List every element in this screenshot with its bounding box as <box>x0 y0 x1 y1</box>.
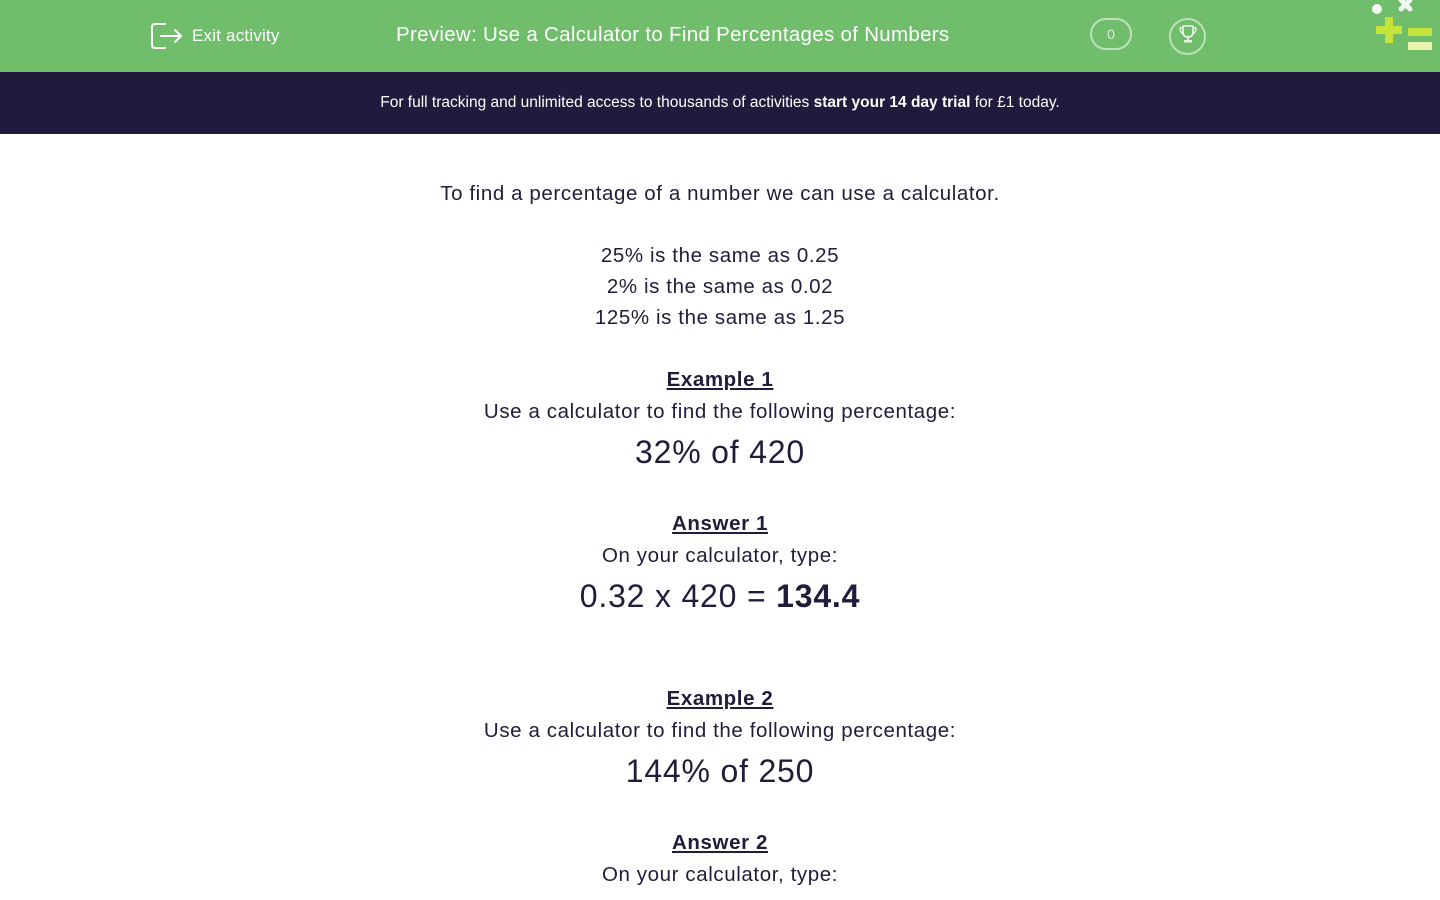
example-1-instruction: Use a calculator to find the following percentage: <box>483 400 957 423</box>
conversion-line: 2% is the same as 0.02 <box>606 275 834 298</box>
banner-text-end: for £1 today. <box>970 94 1060 111</box>
example-2-problem: 144% of 250 <box>625 753 815 789</box>
answer-1-result: 134.4 <box>776 578 861 614</box>
exit-activity-label: Exit activity <box>192 26 280 45</box>
exit-activity-button[interactable] <box>150 20 280 52</box>
top-bar <box>0 0 1440 72</box>
edplace-logo <box>1366 0 1440 56</box>
trial-link[interactable]: start your 14 day trial <box>813 94 971 111</box>
answer-2-instruction: On your calculator, type: <box>601 863 839 886</box>
intro-text: To find a percentage of a number we can use a calculator. <box>440 182 1000 205</box>
conversion-line: 125% is the same as 1.25 <box>594 306 846 329</box>
answer-2-heading: Answer 2 <box>672 831 768 854</box>
score-badge: 0 <box>1090 18 1132 50</box>
conversion-line: 25% is the same as 0.25 <box>600 244 840 267</box>
answer-1-expression: 0.32 x 420 = <box>579 578 777 614</box>
example-1-heading: Example 1 <box>666 368 774 391</box>
trophy-icon <box>1177 23 1199 50</box>
answer-1-calculation <box>0 578 1440 615</box>
answer-1-instruction: On your calculator, type: <box>601 544 839 567</box>
trophy-button[interactable] <box>1169 18 1206 55</box>
answer-1-heading: Answer 1 <box>672 512 768 535</box>
example-2-instruction: Use a calculator to find the following percentage: <box>483 719 957 742</box>
banner-text-start: For full tracking and unlimited access to thousands of activities <box>380 94 814 111</box>
example-1-problem: 32% of 420 <box>635 434 805 470</box>
example-2-heading: Example 2 <box>666 687 774 710</box>
trial-banner <box>0 72 1440 134</box>
page-title: Preview: Use a Calculator to Find Percentages of Numbers <box>396 23 950 46</box>
exit-door-icon <box>150 22 183 50</box>
